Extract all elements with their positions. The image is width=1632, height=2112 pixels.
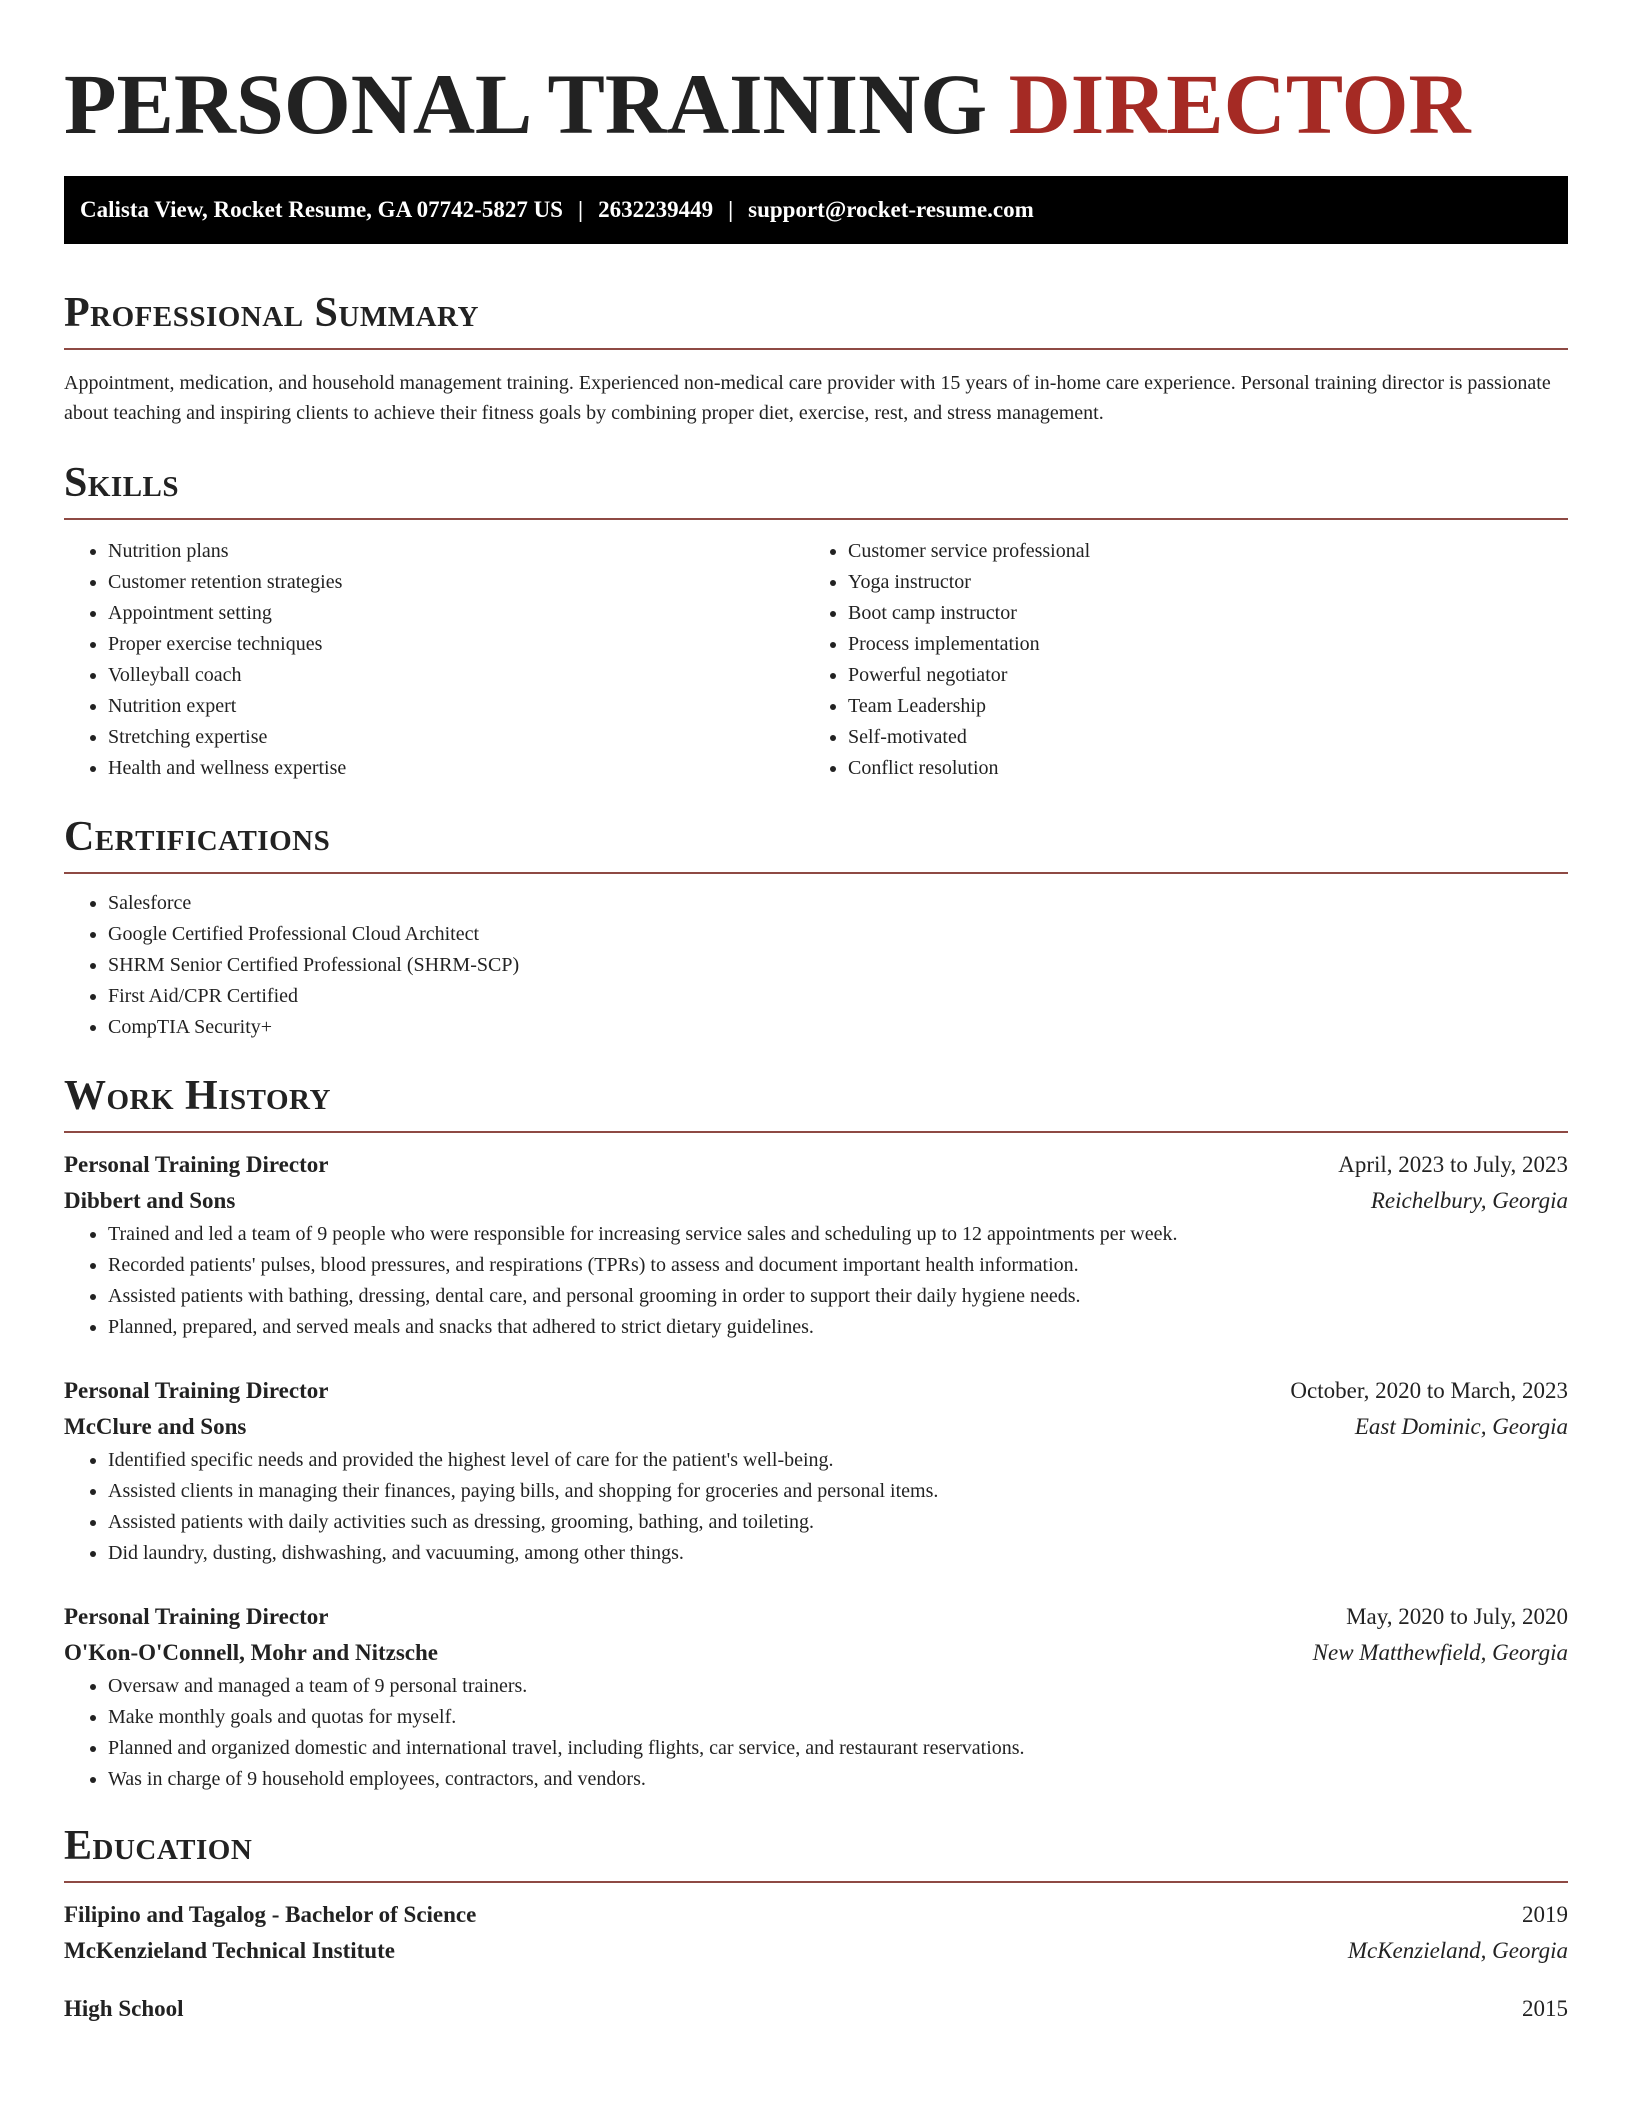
skill-item: • Powerful negotiator — [848, 660, 1544, 691]
certification-item: • CompTIA Security+ — [108, 1012, 1568, 1043]
job-company: O'Kon-O'Connell, Mohr and Nitzsche — [64, 1640, 438, 1665]
section-divider — [64, 1881, 1568, 1883]
skill-item: • Stretching expertise — [108, 722, 804, 753]
job-bullet: • Assisted patients with daily activities such as dressing, grooming, bathing, and toileting. — [108, 1507, 1568, 1538]
certification-item: • Salesforce — [108, 888, 1568, 919]
skill-item: • Process implementation — [848, 629, 1544, 660]
job-entry — [64, 1147, 1568, 1343]
education-subheader — [64, 1933, 1568, 1969]
job-bullet: • Assisted clients in managing their finances, paying bills, and shopping for groceries and personal items. — [108, 1476, 1568, 1507]
contact-email: support@rocket-resume.com — [748, 197, 1034, 222]
skill-item: • Health and wellness expertise — [108, 753, 804, 784]
section-divider — [64, 872, 1568, 874]
skills-column-right — [804, 536, 1544, 784]
job-bullet: • Planned and organized domestic and international travel, including flights, car service, and restaurant reservations. — [108, 1733, 1568, 1764]
job-bullet: • Trained and led a team of 9 people who were responsible for increasing service sales and scheduling up to 12 appointments per week. — [108, 1219, 1568, 1250]
summary-heading: Professional Summary — [64, 290, 479, 336]
work-history-section — [64, 1071, 1568, 1795]
education-school: McKenzieland Technical Institute — [64, 1938, 395, 1963]
skill-item: • Appointment setting — [108, 598, 804, 629]
contact-phone: 2632239449 — [598, 197, 714, 222]
skills-list-left — [64, 536, 804, 784]
skill-item: • Yoga instructor — [848, 567, 1544, 598]
skills-heading: Skills — [64, 460, 180, 506]
skill-item: • Team Leadership — [848, 691, 1544, 722]
skill-item: • Self-motivated — [848, 722, 1544, 753]
job-title: Personal Training Director — [64, 1152, 329, 1177]
resume-title-accent: DIRECTOR — [1008, 56, 1471, 152]
job-bullet: • Was in charge of 9 household employees, contractors, and vendors. — [108, 1764, 1568, 1795]
contact-bar — [64, 176, 1568, 244]
job-company: McClure and Sons — [64, 1414, 247, 1439]
summary-text: Appointment, medication, and household management training. Experienced non-medical care provider with 15 years of in-home care experience. Personal training director is passionate about teaching and inspiring clients to achieve their fitness goals by combining proper diet, exercise, rest, and stress management. — [64, 372, 1551, 424]
education-heading: Education — [64, 1823, 253, 1869]
certification-item: • SHRM Senior Certified Professional (SHRM-SCP) — [108, 950, 1568, 981]
certification-item: • First Aid/CPR Certified — [108, 981, 1568, 1012]
section-divider — [64, 1131, 1568, 1133]
contact-separator: | — [577, 197, 584, 222]
certifications-section — [64, 812, 1568, 1043]
summary-section — [64, 288, 1568, 428]
certification-item: • Google Certified Professional Cloud Architect — [108, 919, 1568, 950]
skills-list-right — [804, 536, 1544, 784]
job-header — [64, 1373, 1568, 1409]
job-bullet-list — [64, 1219, 1568, 1343]
work-history-heading: Work History — [64, 1073, 331, 1119]
skills-grid — [64, 536, 1568, 784]
education-location: McKenzieland, Georgia — [1347, 1938, 1568, 1963]
job-entry — [64, 1373, 1568, 1569]
education-year: 2015 — [1522, 1996, 1568, 2021]
job-location: East Dominic, Georgia — [1354, 1414, 1568, 1439]
certifications-list — [64, 888, 1568, 1043]
job-bullet: • Identified specific needs and provided the highest level of care for the patient's well-being. — [108, 1445, 1568, 1476]
resume-title — [64, 0, 1568, 152]
section-divider — [64, 348, 1568, 350]
job-bullet-list — [64, 1671, 1568, 1795]
job-dates: May, 2020 to July, 2020 — [1346, 1604, 1568, 1629]
certifications-heading: Certifications — [64, 814, 331, 860]
skill-item: • Nutrition plans — [108, 536, 804, 567]
job-header — [64, 1599, 1568, 1635]
job-dates: April, 2023 to July, 2023 — [1338, 1152, 1568, 1177]
contact-separator: | — [728, 197, 734, 222]
job-bullet: • Did laundry, dusting, dishwashing, and vacuuming, among other things. — [108, 1538, 1568, 1569]
skill-item: • Customer retention strategies — [108, 567, 804, 598]
job-subheader — [64, 1635, 1568, 1671]
education-year: 2019 — [1522, 1902, 1568, 1927]
job-subheader — [64, 1183, 1568, 1219]
skill-item: • Conflict resolution — [848, 753, 1544, 784]
job-bullet: • Recorded patients' pulses, blood pressures, and respirations (TPRs) to assess and document important health information. — [108, 1250, 1568, 1281]
education-entry — [64, 1897, 1568, 1969]
contact-address: Calista View, Rocket Resume, GA 07742-5827 US — [80, 197, 563, 222]
skills-section — [64, 458, 1568, 784]
job-location: Reichelbury, Georgia — [1370, 1188, 1568, 1213]
job-bullet-list — [64, 1445, 1568, 1569]
skill-item: • Volleyball coach — [108, 660, 804, 691]
education-degree: Filipino and Tagalog - Bachelor of Science — [64, 1902, 477, 1927]
education-degree: High School — [64, 1996, 184, 2021]
job-bullet: • Oversaw and managed a team of 9 personal trainers. — [108, 1671, 1568, 1702]
job-subheader — [64, 1409, 1568, 1445]
skill-item: • Nutrition expert — [108, 691, 804, 722]
job-bullet: • Planned, prepared, and served meals and snacks that adhered to strict dietary guidelines. — [108, 1312, 1568, 1343]
job-title: Personal Training Director — [64, 1604, 329, 1629]
skill-item: • Customer service professional — [848, 536, 1544, 567]
job-title: Personal Training Director — [64, 1378, 329, 1403]
education-entry — [64, 1991, 1568, 2027]
resume-title-main: PERSONAL TRAINING — [64, 56, 988, 152]
job-location: New Matthewfield, Georgia — [1312, 1640, 1568, 1665]
job-company: Dibbert and Sons — [64, 1188, 236, 1213]
section-divider — [64, 518, 1568, 520]
job-header — [64, 1147, 1568, 1183]
skill-item: • Boot camp instructor — [848, 598, 1544, 629]
job-bullet: • Make monthly goals and quotas for myself. — [108, 1702, 1568, 1733]
education-header — [64, 1897, 1568, 1933]
education-section — [64, 1821, 1568, 2027]
job-bullet: • Assisted patients with bathing, dressing, dental care, and personal grooming in order to support their daily hygiene needs. — [108, 1281, 1568, 1312]
job-entry — [64, 1599, 1568, 1795]
education-header — [64, 1991, 1568, 2027]
skills-column-left — [64, 536, 804, 784]
job-dates: October, 2020 to March, 2023 — [1290, 1378, 1568, 1403]
skill-item: • Proper exercise techniques — [108, 629, 804, 660]
